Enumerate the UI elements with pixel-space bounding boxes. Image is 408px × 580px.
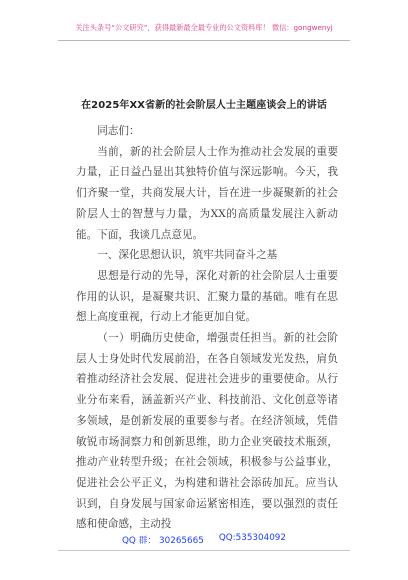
- footer-qq-group: QQ 群： 30265665: [122, 536, 204, 546]
- salutation: 同志们：: [97, 125, 140, 137]
- document-body: [76, 121, 338, 535]
- header-notice: 关注头条号“公文研究”，获得最新最全最专业的公文资料库！ 微信：gongwenyj: [75, 23, 333, 32]
- document-title: 在2025年XX省新的社会阶层人士主题座谈会上的讲话: [81, 100, 327, 111]
- body-paragraph: 思想是行动的先导，深化对新的社会阶层人士重要作用的认识，是凝聚共识、汇聚力量的基础。唯有在思想上高度重视，行动上才能更加自觉。: [76, 269, 338, 324]
- body-paragraph: （一）明确历史使命，增强责任担当。新的社会阶层人士身处时代发展前沿，在各自领域发光发热，肩负着推动经济社会发展、促进社会进步的重要使命。从行业分布来看，涵盖新兴产业、科技前沿、文化创意等诸多领域，是创新发展的重要参与者。在经济领域，凭借敏锐市场洞察力和创新思维，助力企业突破技术瓶颈，推动产业转型升级；在社会领域，积极参与公益事业，促进社会公平正义，为构建和谐社会添砖加瓦。应当认识到，自身发展与国家命运紧密相连，要以强烈的责任感和使命感，主动投: [76, 332, 338, 531]
- body-paragraph: 当前，新的社会阶层人士作为推动社会发展的重要力量，正日益凸显出其独特价值与深远影响。今天，我们齐聚一堂，共商发展大计，旨在进一步凝聚新的社会阶层人士的智慧与力量，为XX的高质量发展注入新动能。下面，我谈几点意见。: [76, 145, 338, 241]
- footer-qq-number: QQ:535304092: [218, 533, 286, 543]
- section-heading: 一、深化思想认识，筑牢共同奋斗之基: [97, 249, 278, 262]
- footer-divider: [58, 550, 350, 551]
- footer-contact: [122, 533, 286, 546]
- header-divider: [58, 40, 350, 41]
